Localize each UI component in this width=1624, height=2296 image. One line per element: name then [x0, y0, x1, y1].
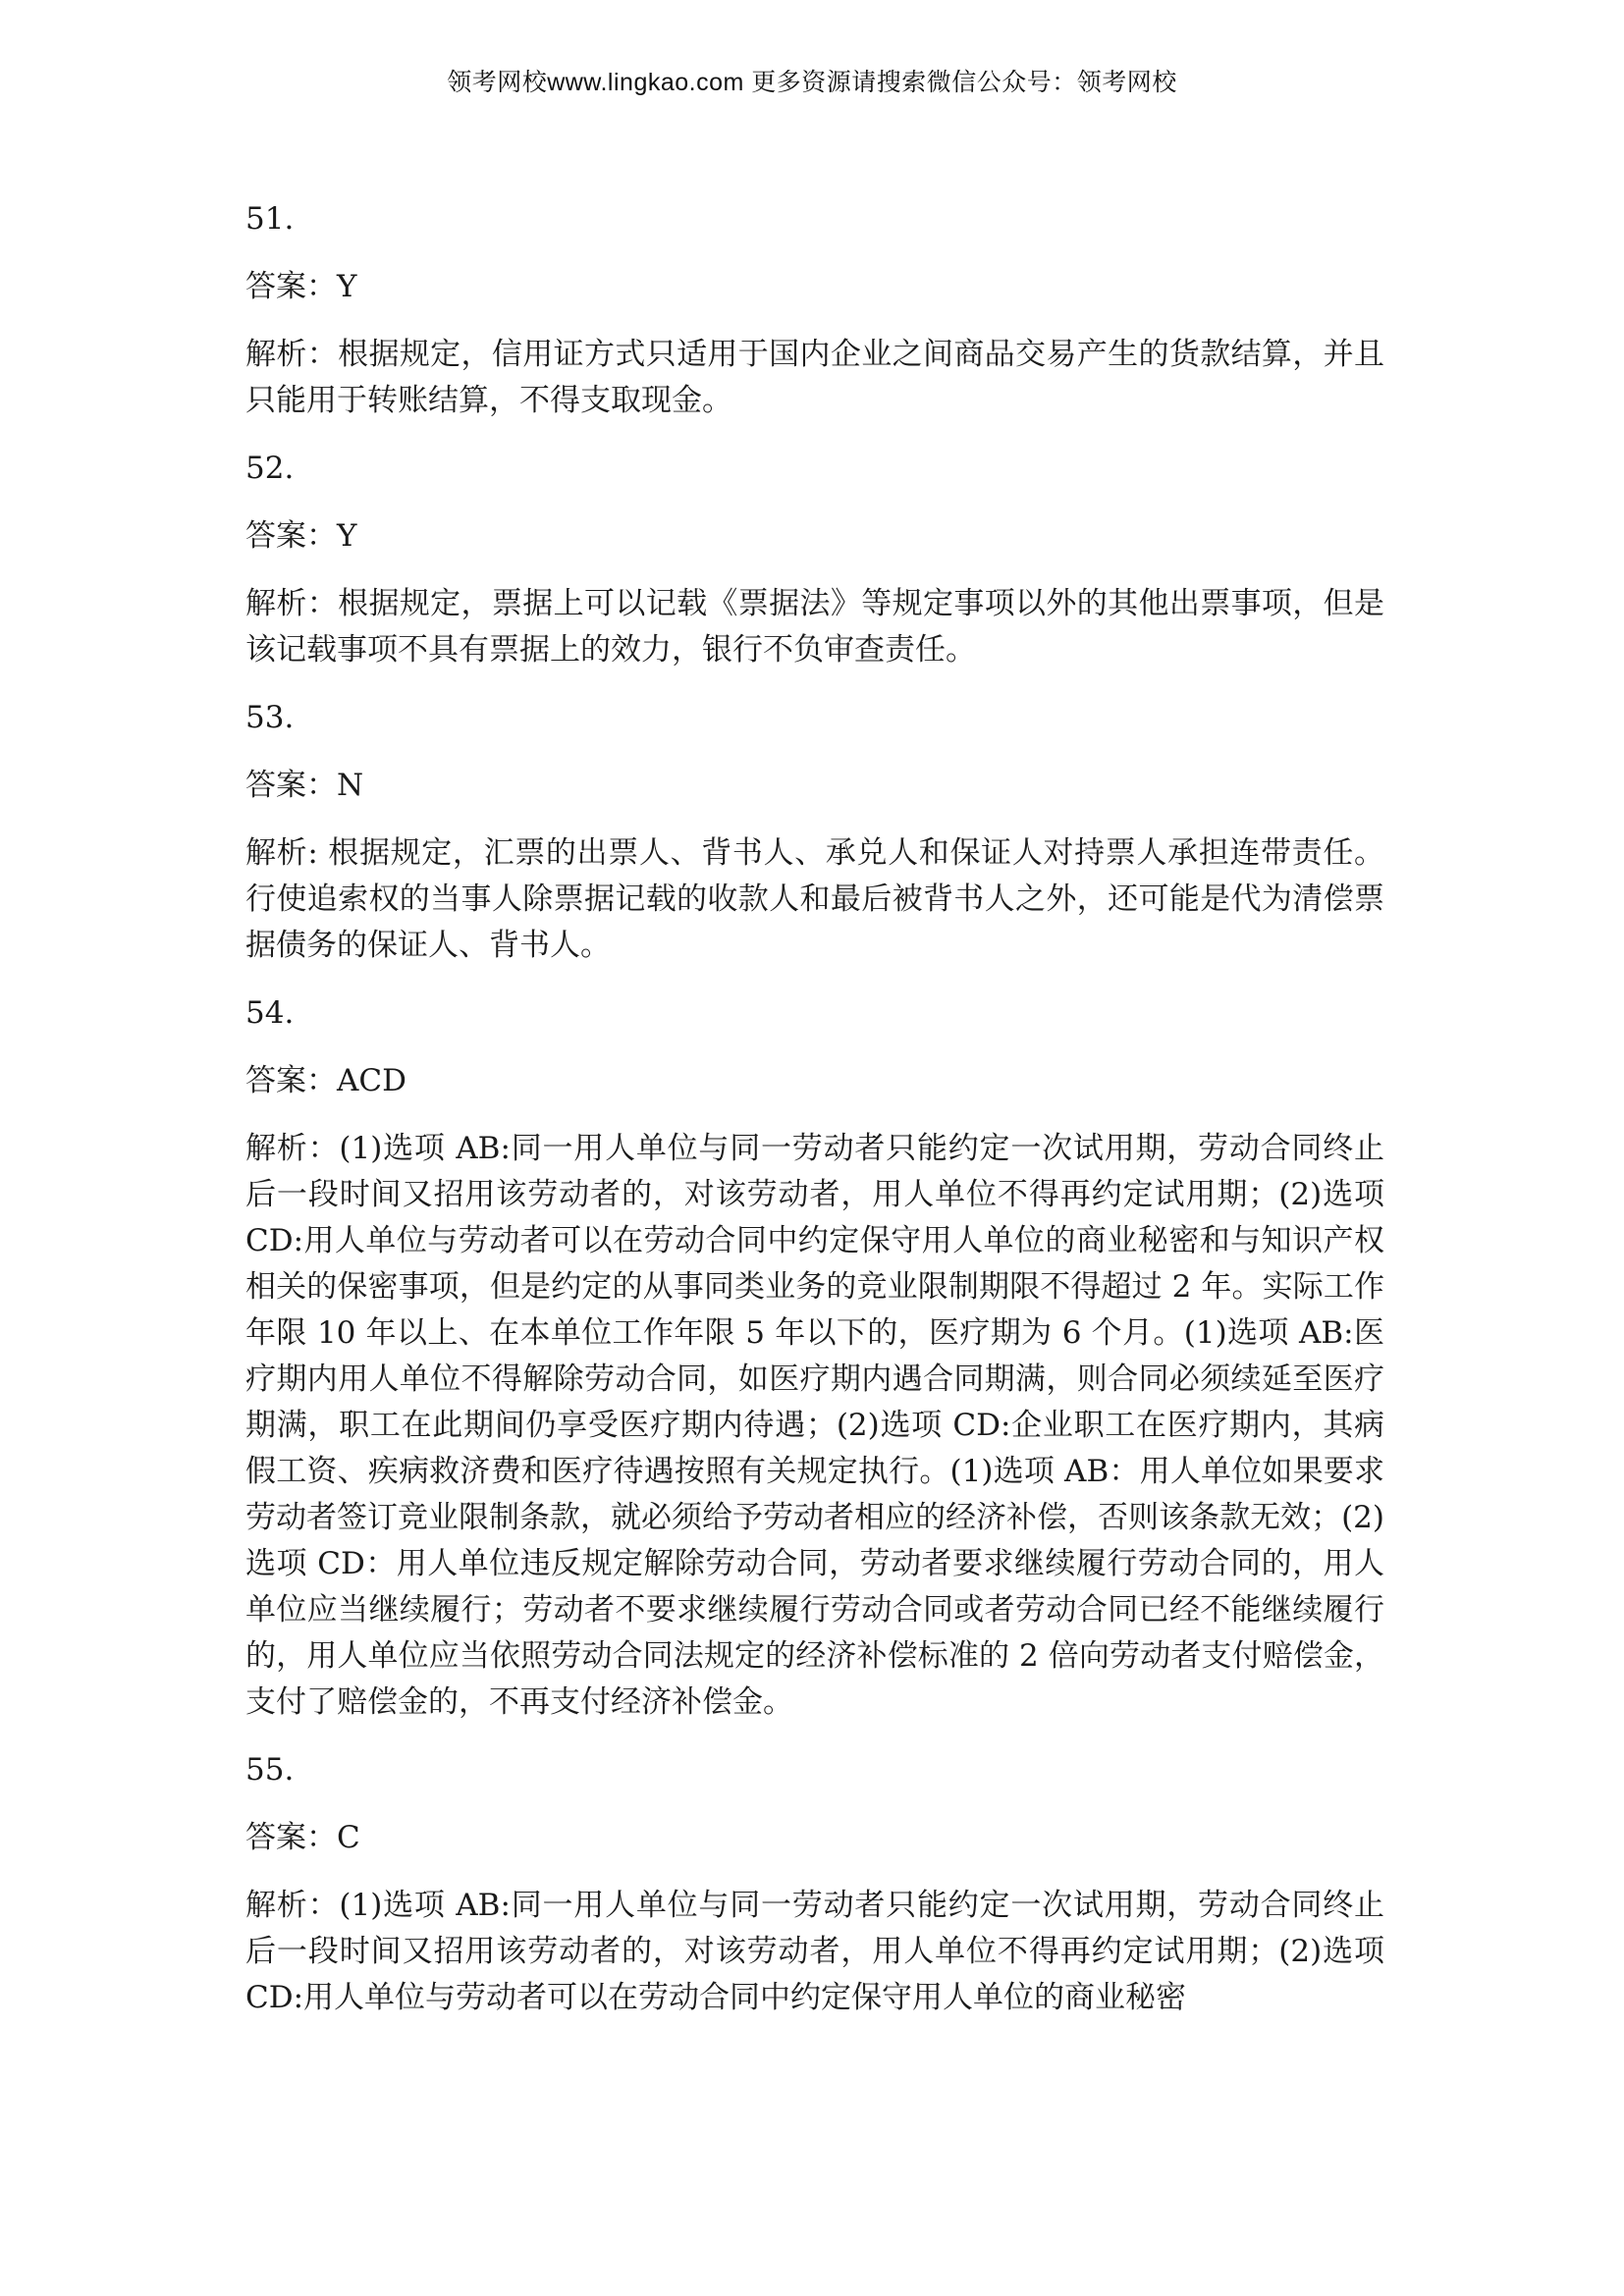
answer-line [245, 1058, 1384, 1104]
answer-value: Y [337, 518, 357, 554]
question-block-55 [245, 1747, 1384, 2021]
analysis-paragraph [245, 332, 1384, 424]
answer-value: C [337, 1820, 360, 1855]
answer-label: 答案： [245, 269, 337, 304]
question-block-51 [245, 196, 1384, 424]
analysis-text: 根据规定，票据上可以记载《票据法》等规定事项以外的其他出票事项，但是该记载事项不具有票据上的效力，银行不负审查责任。 [245, 586, 1385, 667]
question-block-52 [245, 446, 1384, 673]
analysis-text: (1)选项 AB:同一用人单位与同一劳动者只能约定一次试用期，劳动合同终止后一段时间又招用该劳动者的，对该劳动者，用人单位不得再约定试用期；(2)选项 CD:用人单位与劳动者可以在劳动合同中约定保守用人单位的商业秘密 [245, 1888, 1385, 2015]
analysis-label: 解析: [245, 835, 329, 871]
analysis-text: 根据规定，信用证方式只适用于国内企业之间商品交易产生的货款结算，并且只能用于转账结算，不得支取现金。 [245, 337, 1385, 418]
question-number: 54. [245, 995, 295, 1031]
answer-value: ACD [337, 1063, 406, 1098]
answer-label: 答案： [245, 1063, 337, 1098]
answer-label: 答案： [245, 1820, 337, 1855]
question-number: 51. [245, 201, 295, 237]
analysis-paragraph [245, 1883, 1384, 2021]
analysis-label: 解析： [245, 1131, 340, 1166]
answer-line [245, 513, 1384, 560]
analysis-label: 解析： [245, 1888, 340, 1923]
analysis-paragraph [245, 581, 1384, 673]
analysis-paragraph [245, 1126, 1384, 1726]
question-number: 55. [245, 1752, 295, 1788]
answer-line [245, 1815, 1384, 1861]
answer-label: 答案： [245, 768, 337, 803]
analysis-label: 解析： [245, 586, 339, 621]
question-block-54 [245, 990, 1384, 1726]
answer-line [245, 264, 1384, 310]
question-number: 53. [245, 700, 295, 735]
analysis-label: 解析： [245, 337, 339, 372]
answer-line [245, 763, 1384, 809]
answer-label: 答案： [245, 518, 337, 554]
document-body [245, 196, 1384, 2043]
analysis-text: 根据规定，汇票的出票人、背书人、承兑人和保证人对持票人承担连带责任。行使追索权的当事人除票据记载的收款人和最后被背书人之外，还可能是代为清偿票据债务的保证人、背书人。 [245, 835, 1384, 963]
answer-value: Y [337, 269, 357, 304]
page-header: 领考网校www.lingkao.com 更多资源请搜索微信公众号：领考网校 [447, 69, 1177, 96]
question-block-53 [245, 695, 1384, 969]
analysis-paragraph [245, 830, 1384, 969]
answer-value: N [337, 768, 364, 803]
question-number: 52. [245, 451, 295, 486]
analysis-text: (1)选项 AB:同一用人单位与同一劳动者只能约定一次试用期，劳动合同终止后一段时间又招用该劳动者的，对该劳动者，用人单位不得再约定试用期；(2)选项 CD:用人单位与劳动者可以在劳动合同中约定保守用人单位的商业秘密和与知识产权相关的保密事项，但是约定的从事同类业务的竞业限制期限不得超过 2 年。实际工作年限 10 年以上、在本单位工作年限 5 年以下的，医疗期为 6 个月。(1)选项 AB:医疗期内用人单位不得解除劳动合同，如医疗期内遇合同期满，则合同必须续延至医疗期满，职工在此期间仍享受医疗期内待遇；(2)选项 CD:企业职工在医疗期内，其病假工资、疾病救济费和医疗待遇按照有关规定执行。(1)选项 AB：用人单位如果要求劳动者签订竞业限制条款，就必须给予劳动者相应的经济补偿，否则该条款无效；(2)选项 CD：用人单位违反规定解除劳动合同，劳动者要求继续履行劳动合同的，用人单位应当继续履行；劳动者不要求继续履行劳动合同或者劳动合同已经不能继续履行的，用人单位应当依照劳动合同法规定的经济补偿标准的 2 倍向劳动者支付赔偿金，支付了赔偿金的，不再支付经济补偿金。 [245, 1131, 1385, 1720]
